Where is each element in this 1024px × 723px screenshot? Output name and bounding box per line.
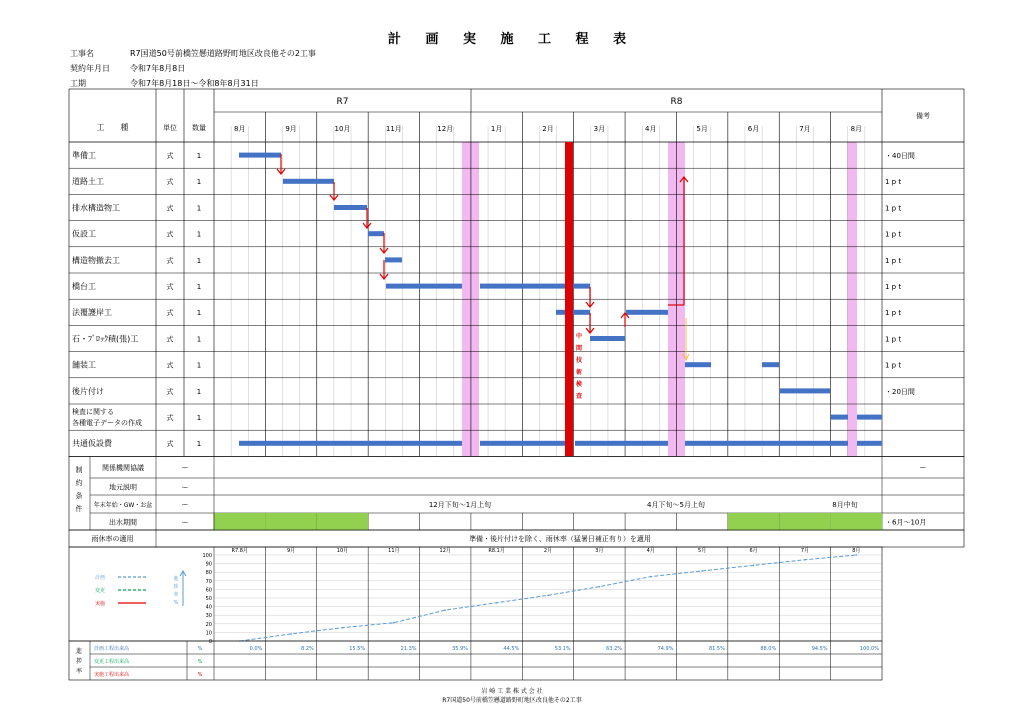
progress-y-tick: 100 bbox=[202, 553, 212, 559]
planned-value: 94.5% bbox=[811, 646, 828, 652]
legend-label: 計画 bbox=[95, 575, 106, 581]
progress-month-label: 4月 bbox=[646, 548, 655, 554]
planned-value: 0.0% bbox=[249, 646, 263, 652]
month-label: 10月 bbox=[334, 125, 351, 133]
task-qty: 1 bbox=[196, 178, 202, 187]
schedule-bar bbox=[626, 310, 668, 315]
schedule-bar bbox=[283, 179, 334, 184]
planned-point bbox=[496, 602, 498, 604]
progress-y-tick: 80 bbox=[205, 570, 212, 577]
progress-month-label: 10月 bbox=[336, 548, 349, 554]
progress-side: 捗 bbox=[75, 658, 83, 665]
progress-side: 進 bbox=[75, 648, 83, 655]
schedule-bar bbox=[385, 257, 402, 262]
table-frame bbox=[69, 89, 964, 456]
flood-cell bbox=[831, 513, 882, 530]
task-qty: 1 bbox=[196, 387, 202, 396]
info-label: 工期 bbox=[70, 79, 86, 88]
month-label: 6月 bbox=[747, 125, 760, 133]
flood-cell bbox=[265, 513, 316, 530]
flood-cell bbox=[214, 513, 265, 530]
constraint-note: 8月中旬 bbox=[832, 501, 858, 509]
schedule-bar bbox=[239, 153, 281, 158]
planned-value: 100.0% bbox=[859, 646, 879, 652]
task-unit: 式 bbox=[166, 414, 174, 422]
task-qty: 1 bbox=[196, 309, 202, 318]
planned-value: 44.5% bbox=[503, 646, 520, 652]
planned-point bbox=[650, 576, 652, 578]
planned-value: 53.1% bbox=[554, 646, 571, 652]
inspection-label: 間 bbox=[575, 345, 583, 352]
footer-project: R7国道50号前橋笠懸道路野町地区改良他その2工事 bbox=[442, 697, 582, 704]
task-qty: 1 bbox=[196, 230, 202, 239]
task-remark: ・20日間 bbox=[885, 387, 915, 396]
schedule-bar bbox=[368, 231, 384, 236]
constraints-side: 制 bbox=[75, 466, 83, 474]
planned-point bbox=[856, 554, 858, 556]
constraint-note: 4月下旬～5月上旬 bbox=[647, 501, 705, 509]
task-name: 構造物撤去工 bbox=[72, 255, 120, 265]
progress-frame bbox=[69, 547, 882, 641]
legend-label: 実施 bbox=[95, 601, 106, 607]
progress-month-label: 8月 bbox=[852, 548, 861, 554]
constraint-name: 年末年始・GW・お盆 bbox=[93, 502, 153, 509]
task-unit: 式 bbox=[166, 256, 174, 265]
axis-label: % bbox=[173, 600, 179, 606]
planned-point bbox=[701, 570, 703, 572]
task-unit: 式 bbox=[166, 440, 174, 449]
info-value: R7国道50号前橋笠懸道路野町地区改良他その2工事 bbox=[130, 49, 316, 58]
schedule-bar bbox=[575, 441, 668, 446]
task-name: 後片付け bbox=[72, 386, 104, 396]
schedule-bar bbox=[239, 441, 462, 446]
schedule-bar bbox=[685, 362, 711, 367]
task-remark: 1 p t bbox=[885, 335, 902, 344]
header-r8: R8 bbox=[670, 97, 683, 107]
schedule-bar bbox=[685, 441, 848, 446]
task-unit: 式 bbox=[166, 178, 174, 187]
constraint-remark: ・6月～10月 bbox=[885, 518, 927, 527]
task-qty: 1 bbox=[196, 414, 202, 422]
planned-value: 21.3% bbox=[400, 646, 417, 652]
month-label: 8月 bbox=[850, 125, 863, 133]
task-unit: 式 bbox=[166, 309, 174, 318]
header-kou: 工 種 bbox=[96, 123, 129, 132]
progress-y-tick: 10 bbox=[205, 630, 212, 637]
task-unit: 式 bbox=[166, 387, 174, 396]
flood-cell bbox=[779, 513, 830, 530]
progress-y-tick: 30 bbox=[205, 613, 212, 620]
task-name: 準備工 bbox=[72, 151, 96, 160]
task-name: 石・ﾌﾞﾛｯｸ積(張)工 bbox=[72, 334, 139, 344]
planned-point bbox=[393, 622, 395, 624]
task-name: 橋台工 bbox=[72, 282, 96, 291]
planned-value: 63.2% bbox=[606, 646, 623, 652]
month-label: 8月 bbox=[233, 125, 246, 133]
progress-month-label: 9月 bbox=[286, 548, 296, 554]
progress-month-label: 5月 bbox=[698, 548, 707, 554]
progress-row-name: 変更工程出来高 bbox=[94, 659, 130, 665]
schedule-bar bbox=[780, 388, 830, 393]
progress-month-label: 7月 bbox=[800, 548, 810, 554]
progress-side: 率 bbox=[75, 668, 83, 675]
month-label: 1月 bbox=[490, 125, 503, 133]
schedule-bar bbox=[857, 415, 882, 420]
task-name: 道路土工 bbox=[72, 177, 104, 187]
axis-label: 進 bbox=[173, 576, 179, 582]
task-remark: 1 p t bbox=[885, 309, 902, 318]
info-value: 令和7年8月18日～令和8年8月31日 bbox=[130, 79, 259, 88]
flood-cell bbox=[728, 513, 779, 530]
constraints-side: 件 bbox=[75, 505, 83, 513]
task-remark: 1 p t bbox=[885, 178, 902, 187]
schedule-bar bbox=[831, 415, 848, 420]
progress-month-label: 3月 bbox=[595, 548, 604, 554]
schedule-bar bbox=[334, 205, 367, 210]
inspection-label: 技 bbox=[575, 357, 583, 364]
progress-y-tick: 0 bbox=[208, 639, 212, 645]
planned-point bbox=[753, 565, 755, 567]
task-unit: 式 bbox=[166, 152, 174, 160]
progress-row-unit: % bbox=[197, 659, 203, 665]
legend-label: 変更 bbox=[95, 588, 106, 594]
header-r7: R7 bbox=[336, 97, 349, 107]
task-qty: 1 bbox=[196, 152, 202, 160]
axis-label: 捗 bbox=[173, 584, 179, 590]
progress-y-tick: 60 bbox=[205, 587, 212, 594]
task-qty: 1 bbox=[196, 256, 202, 265]
progress-row-unit: % bbox=[197, 672, 203, 678]
progress-y-tick: 70 bbox=[205, 578, 212, 585]
schedule-bar bbox=[762, 362, 779, 367]
task-name: 検査に関する bbox=[72, 408, 114, 416]
info-value: 令和7年8月8日 bbox=[130, 64, 186, 73]
task-remark: 1 p t bbox=[885, 283, 902, 291]
page-title: 計 画 実 施 工 程 表 bbox=[387, 32, 637, 47]
inspection-label: 検 bbox=[575, 381, 583, 388]
footer-company: 岩 崎 工 業 株 式 会 社 bbox=[481, 688, 543, 695]
planned-value: 74.9% bbox=[657, 646, 674, 652]
task-qty: 1 bbox=[196, 204, 202, 213]
task-name: 排水構造物工 bbox=[72, 203, 120, 213]
header-qty: 数量 bbox=[192, 124, 206, 132]
task-qty: 1 bbox=[196, 283, 202, 291]
task-unit: 式 bbox=[166, 283, 174, 291]
task-name: 各種電子データの作成 bbox=[72, 419, 142, 427]
progress-row-name: 実施工程出来高 bbox=[94, 672, 130, 678]
axis-label: 率 bbox=[173, 592, 179, 598]
constraint-dash: ー bbox=[181, 518, 189, 527]
planned-value: 15.5% bbox=[349, 646, 366, 652]
progress-row-name: 計画工程出来高 bbox=[94, 646, 130, 652]
progress-row-unit: % bbox=[197, 646, 203, 652]
inspection-band bbox=[565, 142, 573, 456]
flood-cell bbox=[317, 513, 368, 530]
task-remark: 1 p t bbox=[885, 204, 902, 213]
month-label: 11月 bbox=[385, 125, 402, 133]
task-qty: 1 bbox=[196, 440, 202, 449]
planned-point bbox=[342, 627, 344, 629]
inspection-label: 術 bbox=[575, 369, 583, 376]
month-label: 5月 bbox=[696, 125, 708, 133]
task-unit: 式 bbox=[166, 361, 174, 370]
month-label: 4月 bbox=[645, 125, 657, 133]
constraint-dash: ー bbox=[181, 501, 189, 509]
schedule-bar bbox=[480, 284, 590, 289]
constraint-note: 12月下旬～1月上旬 bbox=[428, 501, 492, 509]
task-qty: 1 bbox=[196, 361, 202, 370]
planned-point bbox=[599, 586, 601, 588]
inspection-label: 中 bbox=[575, 333, 583, 340]
constraints-side: 約 bbox=[75, 479, 83, 487]
schedule-bar bbox=[590, 336, 625, 341]
header-remarks: 備考 bbox=[916, 112, 930, 120]
constraint-name: 出水期間 bbox=[109, 518, 137, 527]
constraint-remark: ー bbox=[919, 464, 927, 473]
month-label: 12月 bbox=[437, 125, 454, 133]
planned-value: 35.9% bbox=[452, 646, 468, 652]
info-label: 契約年月日 bbox=[70, 64, 110, 73]
constraint-name: 関係機関協議 bbox=[102, 464, 144, 473]
inspection-label: 査 bbox=[575, 393, 583, 400]
task-remark: 1 p t bbox=[885, 230, 902, 239]
month-label: 3月 bbox=[593, 125, 606, 133]
progress-y-tick: 40 bbox=[205, 604, 212, 611]
planned-value: 81.5% bbox=[708, 646, 725, 652]
constraint-dash: ー bbox=[181, 464, 189, 473]
progress-month-label: R7.8月 bbox=[231, 548, 248, 554]
progress-month-label: R8.1月 bbox=[488, 548, 505, 554]
progress-y-tick: 50 bbox=[205, 596, 212, 602]
task-name: 舗装工 bbox=[72, 360, 96, 370]
schedule-bar bbox=[386, 284, 462, 289]
planned-value: 8.2% bbox=[301, 646, 314, 652]
task-unit: 式 bbox=[166, 204, 174, 213]
constraint-name: 地元説明 bbox=[109, 483, 137, 492]
planned-point bbox=[290, 633, 292, 635]
task-unit: 式 bbox=[166, 335, 174, 344]
progress-month-label: 12月 bbox=[439, 548, 451, 554]
planned-point bbox=[444, 609, 446, 611]
info-label: 工事名 bbox=[70, 49, 94, 58]
constraints-side: 条 bbox=[75, 492, 83, 500]
task-remark: ・40日間 bbox=[885, 152, 915, 160]
planned-point bbox=[804, 559, 806, 561]
task-name: 仮設工 bbox=[72, 229, 96, 239]
month-label: 7月 bbox=[799, 125, 811, 133]
rest-rate-label: 雨休率の適用 bbox=[91, 535, 134, 543]
header-unit: 単位 bbox=[163, 124, 177, 132]
progress-y-tick: 20 bbox=[205, 621, 212, 628]
task-name: 法覆護岸工 bbox=[72, 308, 112, 318]
progress-y-tick: 90 bbox=[205, 561, 212, 568]
constraint-dash: ー bbox=[181, 483, 189, 492]
task-unit: 式 bbox=[166, 230, 174, 239]
planned-value: 88.0% bbox=[760, 646, 777, 652]
task-name: 共通仮設費 bbox=[72, 439, 112, 449]
task-remark: 1 p t bbox=[885, 361, 902, 370]
rest-rate-text: 準備・後片付けを除く、雨休率（猛暑日補正有り）を適用 bbox=[469, 535, 651, 543]
month-label: 9月 bbox=[285, 125, 297, 133]
schedule-bar bbox=[480, 441, 566, 446]
task-remark: 1 p t bbox=[885, 256, 902, 265]
progress-month-label: 6月 bbox=[749, 548, 758, 554]
schedule-bar bbox=[857, 441, 882, 446]
planned-point bbox=[547, 595, 549, 597]
task-qty: 1 bbox=[196, 335, 202, 344]
month-label: 2月 bbox=[542, 125, 554, 133]
progress-month-label: 2月 bbox=[543, 548, 553, 554]
progress-month-label: 11月 bbox=[388, 548, 400, 554]
